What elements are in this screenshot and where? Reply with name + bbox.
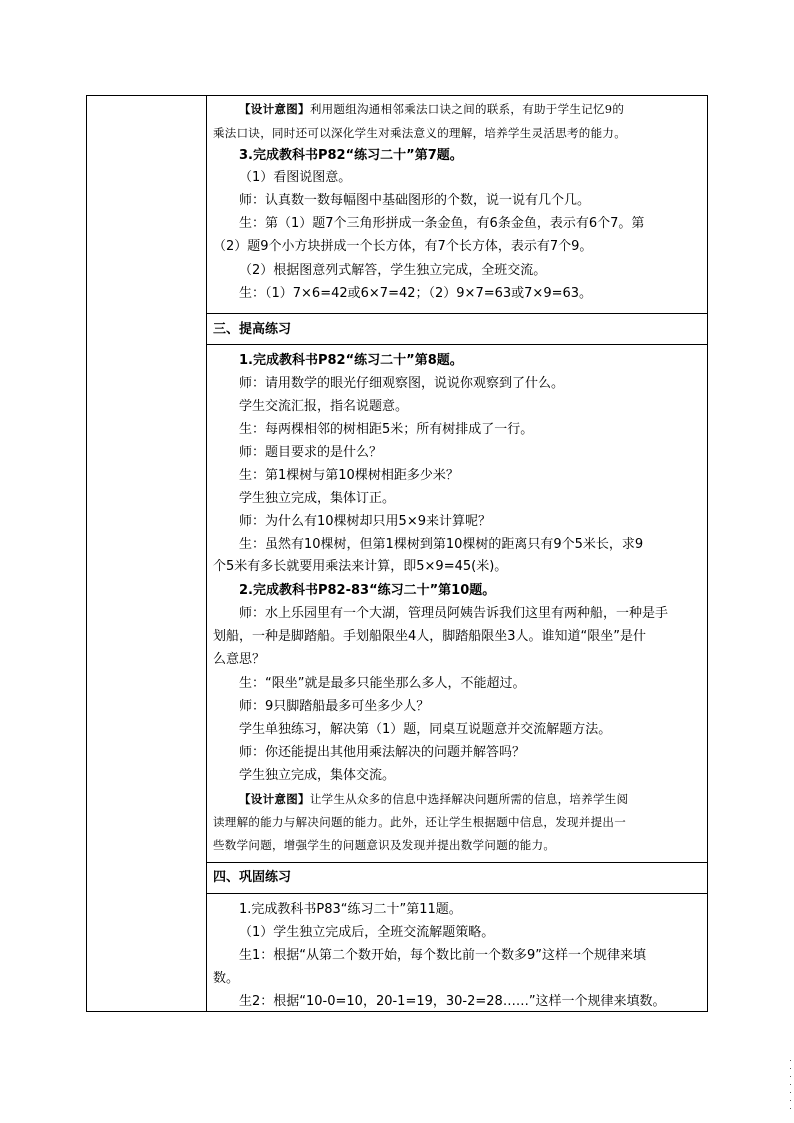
ex2-line: 学生单独练习，解决第（1）题，同桌互说题意并交流解题方法。 [239,722,612,737]
ex2-title: 2.完成教科书P82-83“练习二十”第10题。 [239,583,496,598]
design-note-2-line1: 【设计意图】让学生从众多的信息中选择解决问题所需的信息，培养学生阅 [239,792,629,806]
section-divider [207,893,707,894]
ex2-line: 么意思？ [213,652,266,667]
ex2-line: 划船，一种是脚踏船。手划船限坐4人，脚踏船限坐3人。谁知道“限坐”是什 [213,629,647,644]
task3-line: （1）看图说图意。 [239,170,352,185]
ex1-line: 生：虽然有10棵树，但第1棵树到第10棵树的距离只有9个5米长，求9 [239,537,644,552]
ex1-line: 学生交流汇报，指名说题意。 [239,399,409,414]
ex4-line: 数。 [213,971,240,986]
section-title-improve: 三、提高练习 [213,322,292,337]
ex1-line: 生：每两棵相邻的树相距5米；所有树排成了一行。 [239,422,534,437]
design-note-1-line1: 【设计意图】利用题组沟通相邻乘法口诀之间的联系，有助于学生记忆9的 [239,102,625,116]
section-divider [207,344,707,345]
design-note-2-line2: 读理解的能力与解决问题的能力。此外，还让学生根据题中信息，发现并提出一 [213,815,626,829]
task3-title: 3.完成教科书P82“练习二十”第7题。 [239,148,463,163]
left-column-cell [87,96,207,1011]
task3-line: 生：（1）7×6=42或6×7=42；（2）9×7=63或7×9=63。 [239,286,593,301]
ex1-title: 1.完成教科书P82“练习二十”第8题。 [239,353,463,368]
ex2-line: 师：9只脚踏船最多可坐多少人？ [239,699,430,714]
ex4-line: 生1：根据“从第二个数开始，每个数比前一个数多9”这样一个规律来填 [239,948,647,963]
scan-dots [790,1060,792,1116]
ex4-line: （1）学生独立完成后，全班交流解题策略。 [239,925,495,940]
task3-line: （2）题9个小方块拼成一个长方体，有7个长方体，表示有7个9。 [213,239,593,254]
ex1-line: 学生独立完成，集体订正。 [239,491,396,506]
design-note-tag: 【设计意图】 [239,102,310,116]
ex2-line: 师：水上乐园里有一个大湖，管理员阿姨告诉我们这里有两种船，一种是手 [239,606,669,621]
ex2-line: 师：你还能提出其他用乘法解决的问题并解答吗？ [239,745,526,760]
task3-line: 师：认真数一数每幅图中基础图形的个数，说一说有几个几。 [239,193,591,208]
right-column-cell [207,96,707,1011]
ex4-title: 1.完成教科书P83“练习二十”第11题。 [239,902,462,917]
ex1-line: 师：为什么有10棵树却只用5×9来计算呢？ [239,514,491,529]
ex2-line: 学生独立完成，集体交流。 [239,768,396,783]
task3-line: （2）根据图意列式解答，学生独立完成，全班交流。 [239,263,547,278]
design-note-tag: 【设计意图】 [239,792,310,806]
ex1-line: 生：第1棵树与第10棵树相距多少米？ [239,468,459,483]
task3-line: 生：第（1）题7个三角形拼成一条金鱼，有6条金鱼，表示有6个7。第 [239,216,645,231]
section-title-consolidate: 四、巩固练习 [213,870,292,885]
ex1-line: 个5米有多长就要用乘法来计算，即5×9=45(米)。 [213,559,508,574]
lesson-table [86,95,708,1012]
ex1-line: 师：请用数学的眼光仔细观察图，说说你观察到了什么。 [239,376,565,391]
design-note-1-line2: 乘法口诀，同时还可以深化学生对乘法意义的理解，培养学生灵活思考的能力。 [213,126,626,140]
ex2-line: 生：“限坐”就是最多只能坐那么多人，不能超过。 [239,676,526,691]
section-divider [207,313,707,314]
ex1-line: 师：题目要求的是什么？ [239,445,383,460]
ex4-line: 生2：根据“10-0=10，20-1=19，30-2=28……”这样一个规律来填数。 [239,994,666,1009]
section-divider [207,862,707,863]
design-note-2-line3: 些数学问题，增强学生的问题意识及发现并提出数学问题的能力。 [213,838,556,852]
